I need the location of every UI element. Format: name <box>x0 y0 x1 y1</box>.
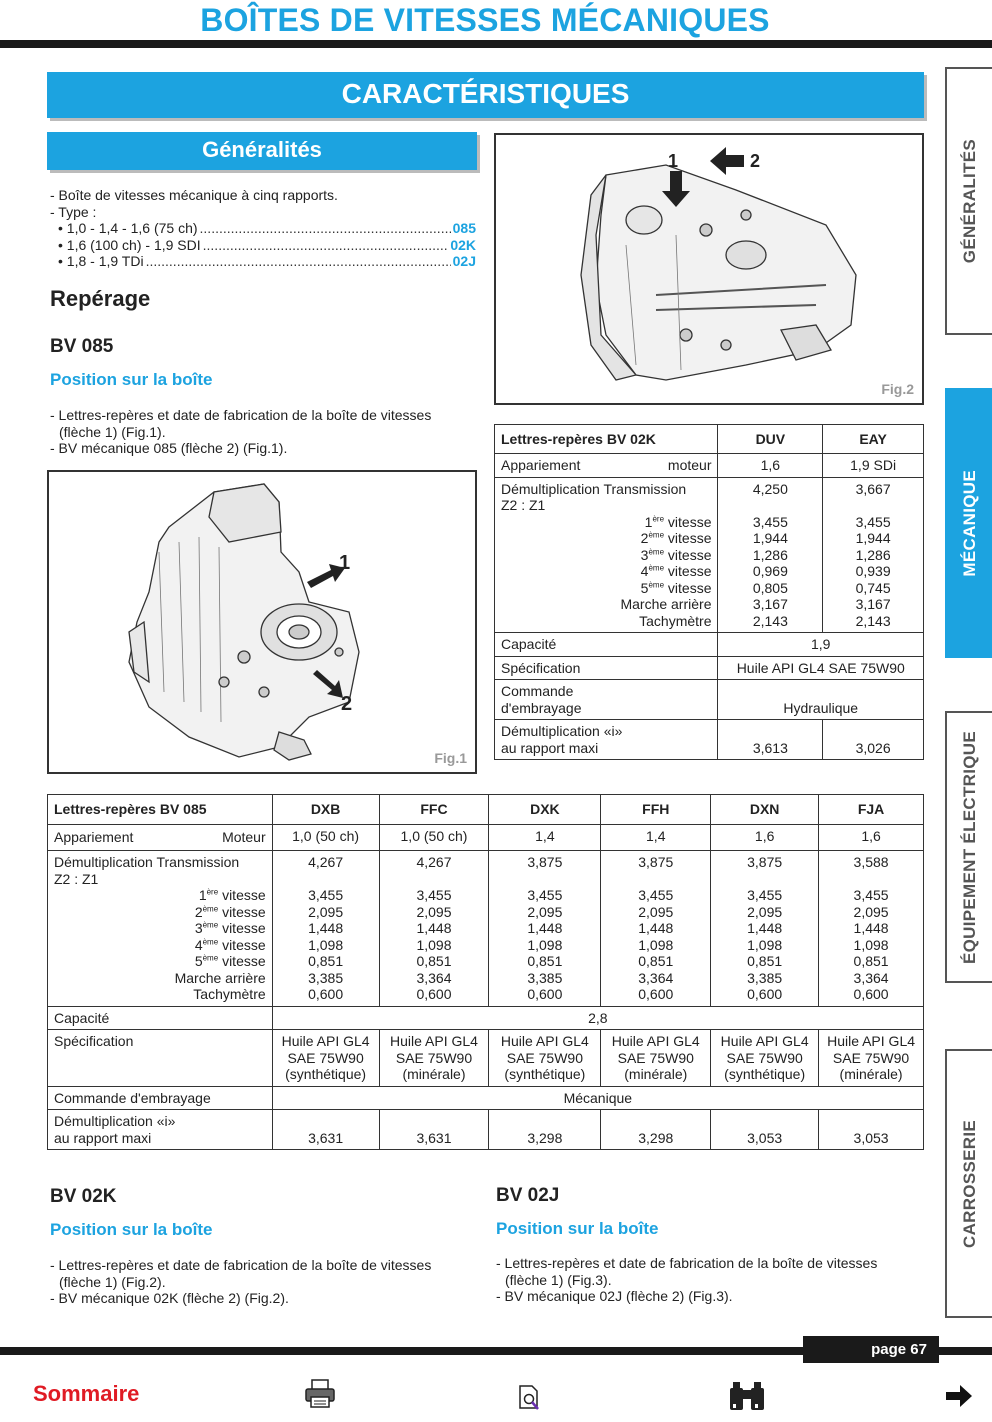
table-cell: 3,667 3,455 1,944 1,286 0,939 0,745 3,167 2,143 <box>823 477 924 633</box>
table-header-cell: Lettres-repères BV 02K <box>495 425 718 454</box>
row-label: Commande d'embrayage <box>495 680 718 720</box>
row-label: Appariement moteur <box>495 454 718 478</box>
table-cell: Huile API GL4 SAE 75W90 (synthétique) <box>489 1030 601 1087</box>
bv02k-position-heading: Position sur la boîte <box>50 1220 213 1239</box>
arrow-2-icon <box>710 147 744 175</box>
table-cell: 1,0 (50 ch) <box>272 825 379 851</box>
table-row <box>495 720 924 760</box>
bv085-line: - Lettres-repères et date de fabrication de la boîte de vitesses <box>50 407 432 423</box>
table-cell: Mécanique <box>272 1086 923 1110</box>
table-row <box>48 1006 924 1030</box>
row-label: Spécification <box>495 656 718 680</box>
section-banner: CARACTÉRISTIQUES <box>47 72 924 118</box>
table-row <box>495 477 924 633</box>
table-cell: 3,026 <box>823 720 924 760</box>
type-row <box>50 237 476 254</box>
table-cell: 4,250 3,455 1,944 1,286 0,969 0,805 3,167 2,143 <box>718 477 823 633</box>
table-row <box>48 1086 924 1110</box>
table-header-cell: FJA <box>819 795 924 825</box>
row-label: Spécification <box>48 1030 273 1087</box>
table-cell: 3,875 3,455 2,095 1,448 1,098 0,851 3,364 0,600 <box>601 851 711 1007</box>
table-row <box>495 680 924 720</box>
type-row <box>50 220 476 237</box>
table-cell: 3,631 <box>272 1110 379 1150</box>
type-label: • 1,8 - 1,9 TDi <box>58 253 144 269</box>
table-cell: 3,053 <box>711 1110 819 1150</box>
table-header-cell: Lettres-repères BV 085 <box>48 795 273 825</box>
table-cell: Hydraulique <box>718 680 924 720</box>
bv085-line: - BV mécanique 085 (flèche 2) (Fig.1). <box>50 440 288 456</box>
bv085-line: (flèche 1) (Fig.1). <box>59 423 166 440</box>
arrow-1-label: 1 <box>668 151 679 171</box>
table-header-cell: DXB <box>272 795 379 825</box>
table-cell: 4,267 3,455 2,095 1,448 1,098 0,851 3,385 0,600 <box>272 851 379 1007</box>
table-header-row <box>48 795 924 825</box>
table-header-cell: DUV <box>718 425 823 454</box>
table-02k <box>494 424 924 760</box>
table-cell: 1,4 <box>489 825 601 851</box>
figure-2 <box>494 133 924 405</box>
table-cell: 1,6 <box>718 454 823 478</box>
table-cell: 1,6 <box>711 825 819 851</box>
type-label: • 1,6 (100 ch) - 1,9 SDI <box>58 236 201 253</box>
document-search-icon[interactable] <box>517 1384 543 1412</box>
bv02j-text <box>496 1255 924 1305</box>
sommaire-link[interactable]: Sommaire <box>33 1381 140 1406</box>
table-cell: 1,6 <box>819 825 924 851</box>
type-code: 02K <box>450 236 476 253</box>
binoculars-icon[interactable] <box>727 1380 767 1414</box>
type-code: 02J <box>452 253 476 269</box>
table-cell: 3,588 3,455 2,095 1,448 1,098 0,851 3,364 0,600 <box>819 851 924 1007</box>
table-cell: Huile API GL4 SAE 75W90 (minérale) <box>379 1030 489 1087</box>
fig1-label: Fig.1 <box>434 750 467 766</box>
page-number: page 67 <box>803 1336 939 1363</box>
table-cell: Huile API GL4 SAE 75W90 <box>718 656 924 680</box>
subsection-banner: Généralités <box>47 132 477 170</box>
bv02j-heading: BV 02J <box>496 1185 560 1206</box>
table-cell: 1,9 SDi <box>823 454 924 478</box>
table-row <box>495 454 924 478</box>
row-label: Démultiplication «i» au rapport maxi <box>48 1110 273 1150</box>
arrow-right-icon[interactable] <box>944 1382 974 1410</box>
table-cell: 3,298 <box>601 1110 711 1150</box>
row-label: Démultiplication Transmission Z2 : Z1 1ère vitesse 2ème vitesse 3ème vitesse 4ème vitesse 5ème vitesse Marche arrière Tachymètre <box>495 477 718 633</box>
gearbox-02k-drawing <box>496 135 922 403</box>
tab-mecanique[interactable]: MÉCANIQUE <box>945 388 992 658</box>
table-header-cell: FFH <box>601 795 711 825</box>
row-label: Démultiplication Transmission Z2 : Z1 1ère vitesse 2ème vitesse 3ème vitesse 4ème vitesse 5ème vitesse Marche arrière Tachymètre <box>48 851 273 1007</box>
table-row <box>48 825 924 851</box>
generalites-line: - Type : <box>50 203 97 220</box>
table-085 <box>47 794 924 1150</box>
type-label: • 1,0 - 1,4 - 1,6 (75 ch) <box>58 220 198 236</box>
top-rule <box>0 40 992 48</box>
table-row <box>495 656 924 680</box>
bv02j-line: (flèche 1) (Fig.3). <box>505 1271 612 1288</box>
bv02j-line: - Lettres-repères et date de fabrication de la boîte de vitesses <box>496 1255 878 1271</box>
tab-equipement-electrique[interactable]: ÉQUIPEMENT ÉLECTRIQUE <box>945 711 992 983</box>
bv02k-text <box>50 1257 476 1307</box>
table-cell: 3,875 3,455 2,095 1,448 1,098 0,851 3,385 0,600 <box>489 851 601 1007</box>
bv085-text <box>50 407 476 457</box>
arrow-2-label: 2 <box>750 151 761 171</box>
row-label: Appariement Moteur <box>48 825 273 851</box>
table-row <box>495 633 924 657</box>
table-header-row <box>495 425 924 454</box>
bv02j-line: - BV mécanique 02J (flèche 2) (Fig.3). <box>496 1288 733 1304</box>
bv085-heading: BV 085 <box>50 336 114 357</box>
table-cell: 1,9 <box>718 633 924 657</box>
bv02j-position-heading: Position sur la boîte <box>496 1219 659 1238</box>
table-cell: 1,0 (50 ch) <box>379 825 489 851</box>
bv02k-heading: BV 02K <box>50 1186 117 1207</box>
table-row <box>48 1110 924 1150</box>
table-cell: 2,8 <box>272 1006 923 1030</box>
table-cell: 3,298 <box>489 1110 601 1150</box>
type-row <box>50 253 476 270</box>
table-header-cell: DXK <box>489 795 601 825</box>
row-label: Démultiplication «i» au rapport maxi <box>495 720 718 760</box>
table-header-cell: DXN <box>711 795 819 825</box>
tab-generalites[interactable]: GÉNÉRALITÉS <box>945 67 992 335</box>
reperage-heading: Repérage <box>50 286 151 311</box>
table-header-cell: FFC <box>379 795 489 825</box>
fig2-label: Fig.2 <box>881 381 914 397</box>
table-cell: 1,4 <box>601 825 711 851</box>
table-cell: Huile API GL4 SAE 75W90 (minérale) <box>819 1030 924 1087</box>
gearbox-085-drawing <box>49 472 475 772</box>
table-header-cell: EAY <box>823 425 924 454</box>
table-cell: 3,053 <box>819 1110 924 1150</box>
printer-icon[interactable] <box>303 1378 337 1410</box>
table-row <box>48 1030 924 1087</box>
bv02k-line: - Lettres-repères et date de fabrication de la boîte de vitesses <box>50 1257 432 1273</box>
table-cell: Huile API GL4 SAE 75W90 (synthétique) <box>272 1030 379 1087</box>
table-cell: 4,267 3,455 2,095 1,448 1,098 0,851 3,364 0,600 <box>379 851 489 1007</box>
bv02k-line: - BV mécanique 02K (flèche 2) (Fig.2). <box>50 1290 289 1306</box>
table-cell: Huile API GL4 SAE 75W90 (synthétique) <box>711 1030 819 1087</box>
arrow-2-label: 2 <box>341 693 353 715</box>
row-label: Capacité <box>48 1006 273 1030</box>
arrow-1-label: 1 <box>339 552 351 574</box>
row-label: Commande d'embrayage <box>48 1086 273 1110</box>
tab-carrosserie[interactable]: CARROSSERIE <box>945 1049 992 1318</box>
bv085-position-heading: Position sur la boîte <box>50 370 213 389</box>
table-row <box>48 851 924 1007</box>
table-cell: 3,875 3,455 2,095 1,448 1,098 0,851 3,385 0,600 <box>711 851 819 1007</box>
generalites-text <box>50 187 476 270</box>
type-code: 085 <box>452 220 476 236</box>
page-title: BOÎTES DE VITESSES MÉCANIQUES <box>200 2 770 38</box>
bv02k-line: (flèche 1) (Fig.2). <box>59 1273 166 1290</box>
table-cell: 3,631 <box>379 1110 489 1150</box>
table-cell: 3,613 <box>718 720 823 760</box>
generalites-line: - Boîte de vitesses mécanique à cinq rapports. <box>50 187 338 203</box>
row-label: Capacité <box>495 633 718 657</box>
figure-1 <box>47 470 477 774</box>
table-cell: Huile API GL4 SAE 75W90 (minérale) <box>601 1030 711 1087</box>
